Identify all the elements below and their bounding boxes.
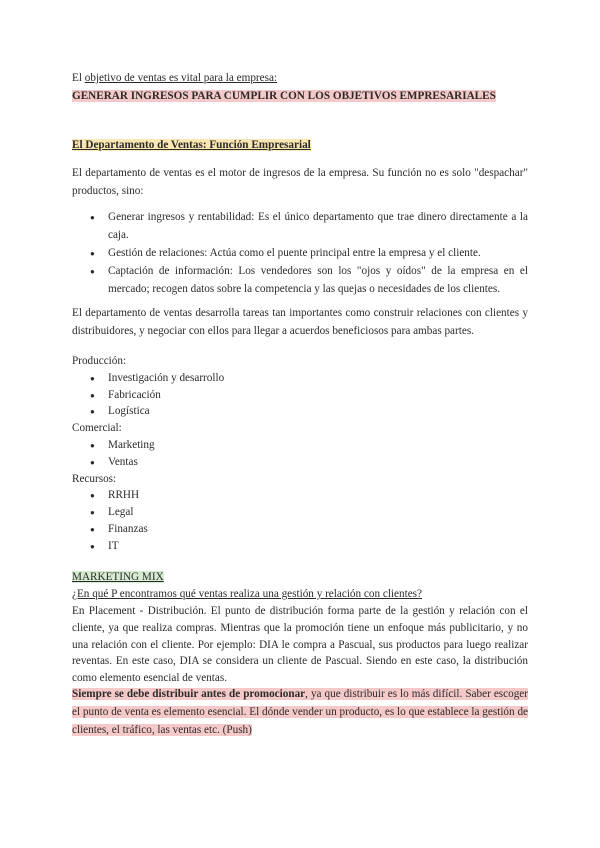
- marketing-question: ¿En qué P encontramos qué ventas realiza una gestión y relación con clientes?: [72, 588, 422, 600]
- bullet-item: ● Generar ingresos y rentabilidad: Es el único departamento que trae dinero directamente a la caja.: [108, 209, 528, 245]
- section1-title: El Departamento de Ventas: Función Empresarial: [72, 139, 311, 151]
- department-groups: [72, 353, 528, 555]
- group-item: ● IT: [108, 538, 528, 555]
- intro-underlined: objetivo de ventas es vital para la empresa:: [84, 72, 278, 84]
- group-item: ● Investigación y desarrollo: [108, 370, 528, 387]
- group-label: Comercial:: [72, 422, 122, 435]
- group-item: ● Ventas: [108, 454, 528, 471]
- section1-paragraph: El departamento de ventas es el motor de ingresos de la empresa. Su función no es solo "despachar" productos, sino:: [72, 167, 528, 197]
- marketing-question-row: [72, 586, 528, 602]
- intro-headline-row: [72, 88, 528, 104]
- bullet-item: ● Gestión de relaciones: Actúa como el puente principal entre la empresa y el cliente.: [108, 245, 528, 263]
- intro-prefix: El: [72, 72, 85, 84]
- section1-title-row: [72, 137, 528, 153]
- group-item: ● RRHH: [108, 487, 528, 504]
- group-item: ● Finanzas: [108, 521, 528, 538]
- bullet-item: ● Captación de información: Los vendedores son los "ojos y oídos" de la empresa en el mercado; recogen datos sobre la competencia y las quejas o necesidades de los clientes.: [108, 263, 528, 299]
- group-item: ● Marketing: [108, 437, 528, 454]
- marketing-title-row: [72, 569, 528, 585]
- group-label: Recursos:: [72, 472, 117, 485]
- group-item: ● Logística: [108, 403, 528, 420]
- group-item: ● Fabricación: [108, 387, 528, 404]
- group-item: ● Legal: [108, 504, 528, 521]
- highlight-bold: Siempre se debe distribuir antes de promocionar: [72, 688, 306, 700]
- group-label: Producción:: [72, 355, 127, 367]
- intro-line: [72, 70, 528, 86]
- section1-bullets: [72, 209, 528, 299]
- highlight-rest: , ya que distribuir es lo más difícil. Saber escoger el punto de venta es elemento esencial. El dónde vender un producto, es lo que establece la gestión de clientes, el tráfico, las ventas etc. (Push): [72, 688, 528, 736]
- marketing-title: MARKETING MIX: [72, 571, 164, 583]
- section1-paragraph2: El departamento de ventas desarrolla tareas tan importantes como construir relaciones con clientes y distribuidores, y negociar con ellos para llegar a acuerdos beneficiosos para ambas partes.: [72, 307, 528, 337]
- marketing-highlight: [72, 686, 528, 740]
- marketing-answer: En Placement - Distribución. El punto de distribución forma parte de la gestión y relación con el cliente, ya que realiza compras. Mientras que la promoción tiene un enfoque más publicitario, y no una relación con el cliente. Por ejemplo: DIA le compra a Pascual, sus productos para luego realizar reventas. En este caso, DIA se considera un cliente de Pascual. Siendo en este caso, la distribución como elemento esencial de ventas.: [72, 605, 528, 685]
- intro-headline: GENERAR INGRESOS PARA CUMPLIR CON LOS OBJETIVOS EMPRESARIALES: [72, 90, 496, 102]
